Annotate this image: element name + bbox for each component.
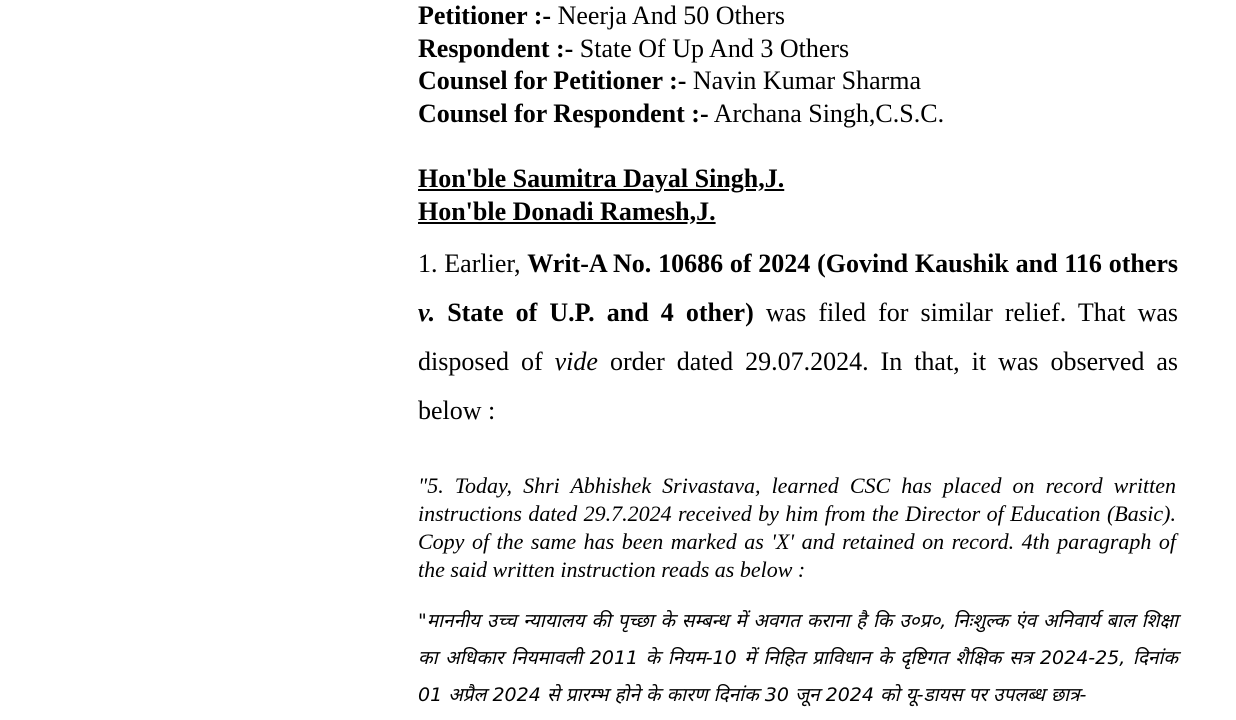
paragraph-1	[418, 239, 1178, 435]
quoted-instruction-hindi: "माननीय उच्च न्यायालय की पृच्छा के सम्बन्ध में अवगत कराना है कि उ०प्र०, निःशुल्क एंव अनिवार्य बाल शिक्षा का अधिकार नियमावली 2011 के नियम-10 में निहित प्राविधान के दृष्टिगत शैक्षिक सत्र 2024-25, दिनांक 01 अप्रैल 2024 से प्रारम्भ होने के कारण दिनांक 30 जून 2024 को यू-डायस पर उपलब्ध छात्र-	[418, 610, 1178, 706]
petitioner-value: Neerja And 50 Others	[557, 1, 786, 30]
petitioner-label: Petitioner :-	[418, 1, 552, 30]
counsel-petitioner-value: Navin Kumar Sharma	[692, 66, 922, 95]
case-reference-versus: v.	[418, 298, 436, 327]
counsel-petitioner-label: Counsel for Petitioner :-	[418, 66, 687, 95]
paragraph-lead: 1. Earlier,	[418, 249, 521, 278]
respondent-label: Respondent :-	[418, 33, 574, 63]
paragraph-text-a: was filed for similar relief. That was disposed of	[418, 298, 1179, 376]
case-parties	[418, 0, 1178, 130]
counsel-respondent-value: Archana Singh,C.S.C.	[713, 98, 945, 128]
case-reference-part-a: Writ-A No. 10686 of 2024 (Govind Kaushik and 116 others	[527, 249, 1179, 278]
petitioner-row	[418, 0, 1178, 33]
respondent-row	[418, 33, 1178, 66]
case-reference-part-b: State of U.P. and 4 other)	[447, 298, 754, 327]
judge-name: Hon'ble Donadi Ramesh,J.	[418, 196, 716, 226]
counsel-respondent-row	[418, 98, 1178, 131]
judge-name: Hon'ble Saumitra Dayal Singh,J.	[418, 164, 785, 193]
counsel-petitioner-row	[418, 65, 1178, 98]
respondent-value: State Of Up And 3 Others	[579, 33, 850, 63]
paragraph-vide: vide	[554, 347, 598, 376]
counsel-respondent-label: Counsel for Respondent :-	[418, 98, 709, 128]
paragraph-text-b: order dated 29.07.2024. In that, it was observed as below :	[418, 347, 1179, 425]
bench	[418, 163, 1178, 228]
quoted-order-english: "5. Today, Shri Abhishek Srivastava, learned CSC has placed on record written instructions dated 29.7.2024 received by him from the Director of Education (Basic). Copy of the same has been marked as 'X' and retained on record. 4th paragraph of the said written instruction reads as below :	[418, 473, 1176, 582]
judgment-document	[418, 0, 1178, 714]
